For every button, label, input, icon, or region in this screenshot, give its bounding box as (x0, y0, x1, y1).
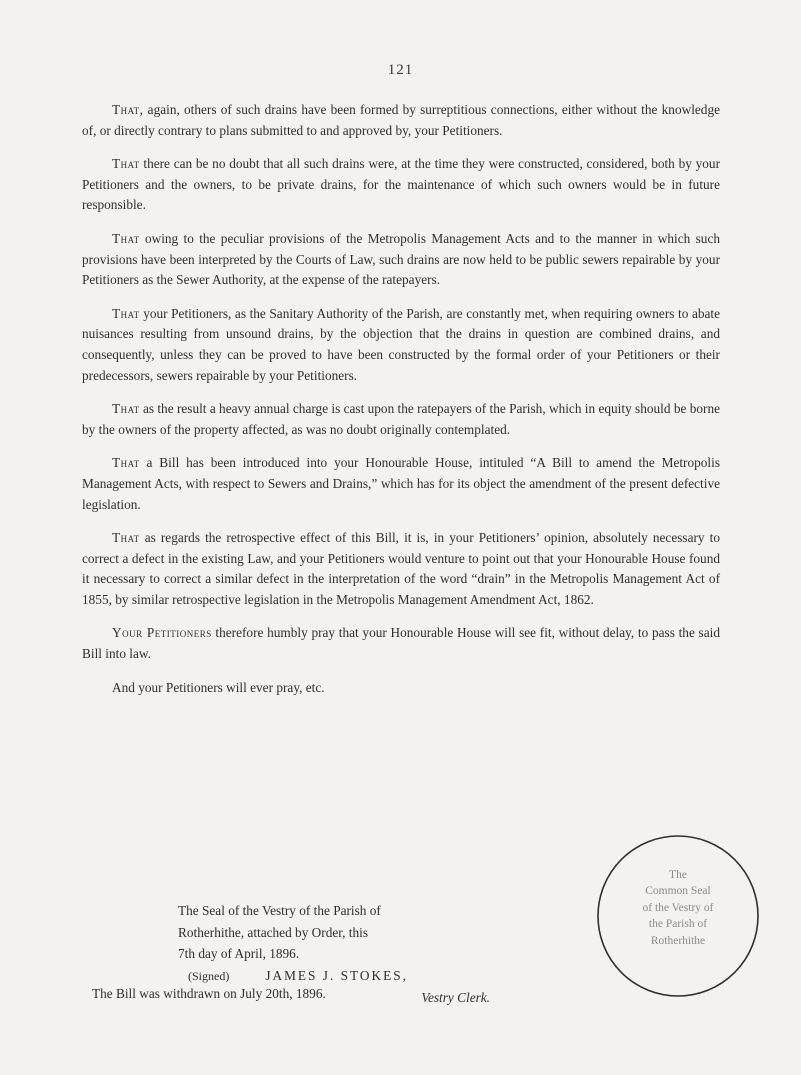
paragraph-text: a Bill has been introduced into your Honourable House, intituled “A Bill to amend the Metropolis Management Acts, with respect to Sewers and Drains,” which has for its object the amendment of the present defective legislation. (82, 455, 720, 512)
closing-line: And your Petitioners will ever pray, etc. (112, 679, 325, 695)
paragraph (82, 100, 720, 141)
seal-text-line: The (669, 869, 687, 881)
signer-title: Vestry Clerk. (421, 990, 490, 1005)
paragraph-lead: That (112, 401, 140, 417)
paragraph (82, 623, 720, 664)
paragraph (82, 453, 720, 515)
paragraph-lead: That, (112, 102, 144, 117)
seal-text-line: of the Vestry of (642, 901, 714, 914)
seal-date-line: 7th day of April, 1896. (178, 946, 300, 961)
paragraph-lead: That (112, 230, 140, 246)
paragraph-text: there can be no doubt that all such drains were, at the time they were constructed, considered, both by your Petitioners and the owners, to be private drains, for the maintenance of which such owners would be in future responsible. (82, 156, 720, 213)
seal-statement-line: Rotherhithe, attached by Order, this (178, 924, 368, 940)
petition-body (82, 100, 720, 720)
seal-text (603, 867, 753, 949)
seal-text-line: Rotherhithe (650, 934, 706, 947)
paragraph-text: therefore humbly pray that your Honourable House will see fit, without delay, to pass the said Bill into law. (82, 625, 720, 662)
paragraph-lead: That (112, 305, 140, 321)
page-number: 121 (387, 62, 414, 78)
seal-statement-line: The Seal of the Vestry of the Parish of (178, 903, 381, 918)
seal-text-line: the Parish of (648, 918, 708, 931)
common-seal (593, 831, 763, 1001)
paragraph-text: your Petitioners, as the Sanitary Authority of the Parish, are constantly met, when requiring owners to abate nuisances resulting from unsound drains, by the objection that the drains in question are combined drains, and consequently, unless they can be proved to have been constructed by the formal order of your Petitioners or their predecessors, sewers repairable by your Petitioners. (82, 305, 720, 383)
paragraph (82, 154, 720, 216)
paragraph-text: owing to the peculiar provisions of the Metropolis Management Acts and to the manner in which such provisions have been interpreted by the Courts of Law, such drains are now held to be public sewers repairable by your Petitioners as the Sewer Authority, at the expense of the ratepayers. (82, 230, 720, 288)
paragraph-lead: Your Petitioners (112, 625, 212, 641)
paragraph-lead: That (112, 530, 140, 546)
paragraph (82, 528, 720, 610)
paragraph-text: as regards the retrospective effect of this Bill, it is, in your Petitioners’ opinion, absolutely necessary to correct a defect in the existing Law, and your Petitioners would venture to point out that your Honourable House found it necessary to correct a similar defect in the interpretation of the word “drain” in the Metropolis Management Act of 1855, by similar retrospective legislation in the Metropolis Management Amendment Act, 1862. (82, 530, 720, 607)
paragraph (82, 229, 720, 291)
paragraph (82, 399, 720, 440)
signer-name: JAMES J. STOKES, (265, 967, 408, 983)
paragraph (82, 304, 720, 386)
paragraph-text: as the result a heavy annual charge is cast upon the ratepayers of the Parish, which in equity should be borne by the owners of the property affected, as was no doubt originally contemplated. (82, 401, 720, 437)
seal-text-line: Common Seal (645, 885, 711, 898)
paragraph-text: again, others of such drains have been formed by surreptitious connections, either without the knowledge of, or directly contrary to plans submitted to and approved by, your Petitioners. (82, 102, 720, 138)
signed-note: (Signed) (188, 968, 230, 983)
withdrawn-note: The Bill was withdrawn on July 20th, 1896. (92, 986, 326, 1001)
paragraph-lead: That (112, 455, 140, 471)
paragraph-lead: That (112, 156, 140, 172)
signed-row (178, 965, 558, 988)
